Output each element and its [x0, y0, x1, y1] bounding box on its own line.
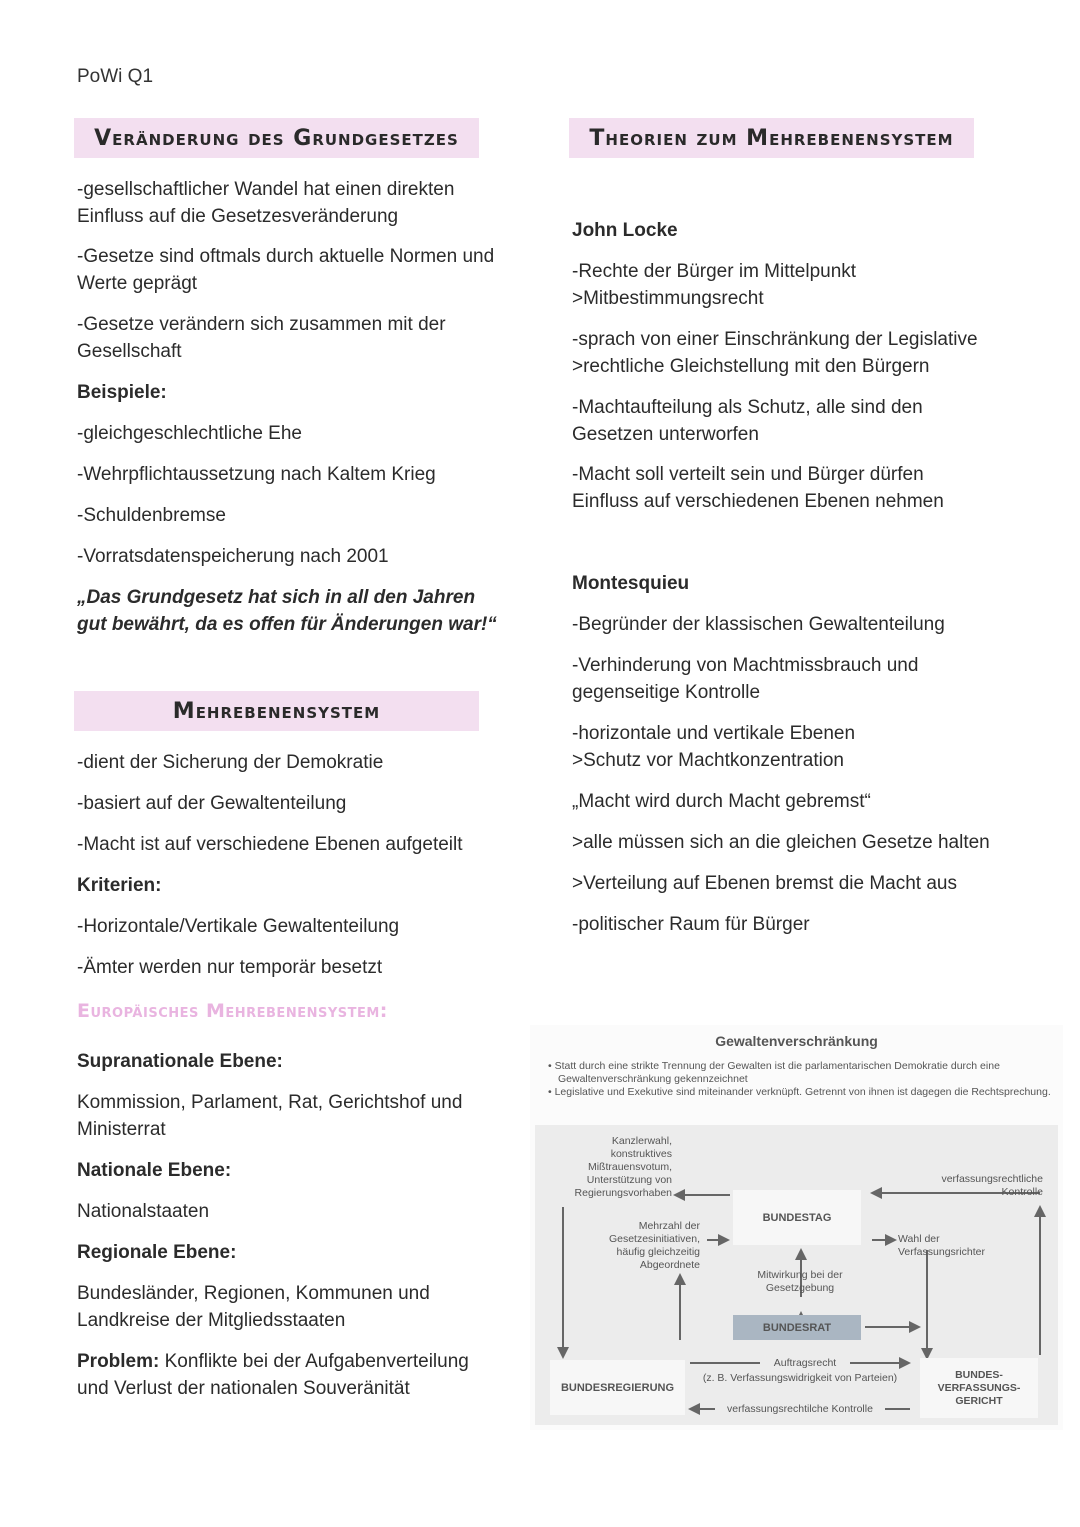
- montesquieu-point-7: >Verteilung auf Ebenen bremst die Macht aus: [572, 873, 957, 894]
- label-kontrolle-bottom: verfassungsrechtilche Kontrolle: [715, 1403, 885, 1416]
- supranational-label: Supranationale Ebene:: [77, 1051, 283, 1072]
- national-text: Nationalstaaten: [77, 1201, 210, 1222]
- diagram-bullets: [548, 1060, 1058, 1099]
- label-mehrzahl: Mehrzahl der Gesetzesinitiativen, häufig gleichzeitig Abgeordnete: [608, 1220, 700, 1271]
- point-gewaltenteilung: -basiert auf der Gewaltenteilung: [77, 793, 347, 814]
- montesquieu-point-8: -politischer Raum für Bürger: [572, 914, 810, 935]
- diagram-bullet-1: • Statt durch eine strikte Trennung der Gewalten ist die parlamentarischen Demokratie durch eine Gewaltenverschränkung gekennzeichnet: [548, 1060, 1000, 1085]
- label-kanzlerwahl: Kanzlerwahl, konstruktives Mißtrauensvotum, Unterstützung von Regierungsvorhaben: [574, 1135, 672, 1199]
- heading-mehrebenensystem: Mehrebenensystem: [74, 691, 479, 731]
- national-label: Nationale Ebene:: [77, 1160, 232, 1181]
- label-auftragsrecht: Auftragsrecht: [760, 1357, 850, 1370]
- problem-label: Problem:: [77, 1351, 160, 1372]
- eu-heading: Europäisches Mehrebenensystem:: [77, 1000, 388, 1022]
- montesquieu-point-3: -horizontale und vertikale Ebenen: [572, 723, 856, 744]
- locke-point-6: -Macht soll verteilt sein und Bürger dürfen Einfluss auf verschiedenen Ebenen nehmen: [572, 464, 944, 512]
- criteria-aemter: -Ämter werden nur temporär besetzt: [77, 957, 383, 978]
- point-demokratie: -dient der Sicherung der Demokratie: [77, 752, 384, 773]
- box-bundesverfassungsgericht: BUNDES-VERFASSUNGS-GERICHT: [920, 1358, 1038, 1418]
- supranational-text: Kommission, Parlament, Rat, Gerichtshof und Ministerrat: [77, 1092, 463, 1140]
- examples-label: Beispiele:: [77, 382, 167, 403]
- example-ehe: -gleichgeschlechtliche Ehe: [77, 423, 302, 444]
- criteria-horizontal: -Horizontale/Vertikale Gewaltenteilung: [77, 916, 400, 937]
- point-ebenen: -Macht ist auf verschiedene Ebenen aufgeteilt: [77, 834, 463, 855]
- montesquieu-point-5: „Macht wird durch Macht gebremst“: [572, 791, 871, 812]
- regional-label: Regionale Ebene:: [77, 1242, 237, 1263]
- box-bundesregierung: BUNDESREGIERUNG: [550, 1360, 685, 1415]
- regional-text: Bundesländer, Regionen, Kommunen und Landkreise der Mitgliedsstaaten: [77, 1283, 430, 1331]
- locke-point-5: -Machtaufteilung als Schutz, alle sind den Gesetzen unterworfen: [572, 397, 923, 445]
- diagram-flow-area: [535, 1125, 1058, 1425]
- heading-grundgesetz: Veränderung des Grundgesetzes: [74, 118, 479, 158]
- montesquieu-name: Montesquieu: [572, 573, 690, 594]
- diagram-title: Gewaltenverschränkung: [715, 1033, 878, 1049]
- example-wehrpflicht: -Wehrpflichtaussetzung nach Kaltem Krieg: [77, 464, 436, 485]
- problem-text: Konflikte bei der Aufgabenverteilung und Verlust der nationalen Souveränität: [77, 1351, 469, 1399]
- locke-name: John Locke: [572, 220, 678, 241]
- montesquieu-point-2: -Verhinderung von Machtmissbrauch und gegenseitige Kontrolle: [572, 655, 919, 703]
- montesquieu-point-6: >alle müssen sich an die gleichen Gesetze halten: [572, 832, 990, 853]
- example-vorratsdaten: -Vorratsdatenspeicherung nach 2001: [77, 546, 389, 567]
- criteria-label: Kriterien:: [77, 875, 162, 896]
- locke-point-2: >Mitbestimmungsrecht: [572, 288, 764, 309]
- point-wandel: -gesellschaftlicher Wandel hat einen direkten Einfluss auf die Gesetzesveränderung: [77, 179, 455, 227]
- label-verfassungskontrolle: verfassungsrechtliche Kontrolle: [941, 1173, 1043, 1198]
- locke-point-1: -Rechte der Bürger im Mittelpunkt: [572, 261, 857, 282]
- box-bundesrat: BUNDESRAT: [733, 1315, 861, 1340]
- locke-point-4: >rechtliche Gleichstellung mit den Bürgern: [572, 356, 930, 377]
- point-gesellschaft: -Gesetze verändern sich zusammen mit der Gesellschaft: [77, 314, 446, 362]
- diagram-bullet-2: • Legislative und Exekutive sind miteinander verknüpft. Getrennt von ihnen ist dagegen die Rechtsprechung.: [548, 1086, 1051, 1098]
- page-label: PoWi Q1: [77, 66, 154, 87]
- label-mitwirkung: Mitwirkung bei der Gesetzgebung: [757, 1269, 843, 1294]
- heading-theorien: Theorien zum Mehrebenensystem: [569, 118, 974, 158]
- box-bundestag: BUNDESTAG: [733, 1190, 861, 1245]
- label-wahl: Wahl der Verfassungsrichter: [898, 1233, 985, 1258]
- gewaltenverschraenkung-diagram: [530, 1025, 1063, 1430]
- locke-point-3: -sprach von einer Einschränkung der Legislative: [572, 329, 978, 350]
- problem-paragraph: [77, 1348, 497, 1402]
- quote-grundgesetz: „Das Grundgesetz hat sich in all den Jahren gut bewährt, da es offen für Änderungen war!“: [77, 587, 497, 635]
- montesquieu-point-4: >Schutz vor Machtkonzentration: [572, 750, 844, 771]
- montesquieu-point-1: -Begründer der klassischen Gewaltenteilung: [572, 614, 945, 635]
- label-beispiel: (z. B. Verfassungswidrigkeit von Parteien): [702, 1372, 898, 1384]
- point-normen: -Gesetze sind oftmals durch aktuelle Normen und Werte geprägt: [77, 246, 495, 294]
- example-schuldenbremse: -Schuldenbremse: [77, 505, 226, 526]
